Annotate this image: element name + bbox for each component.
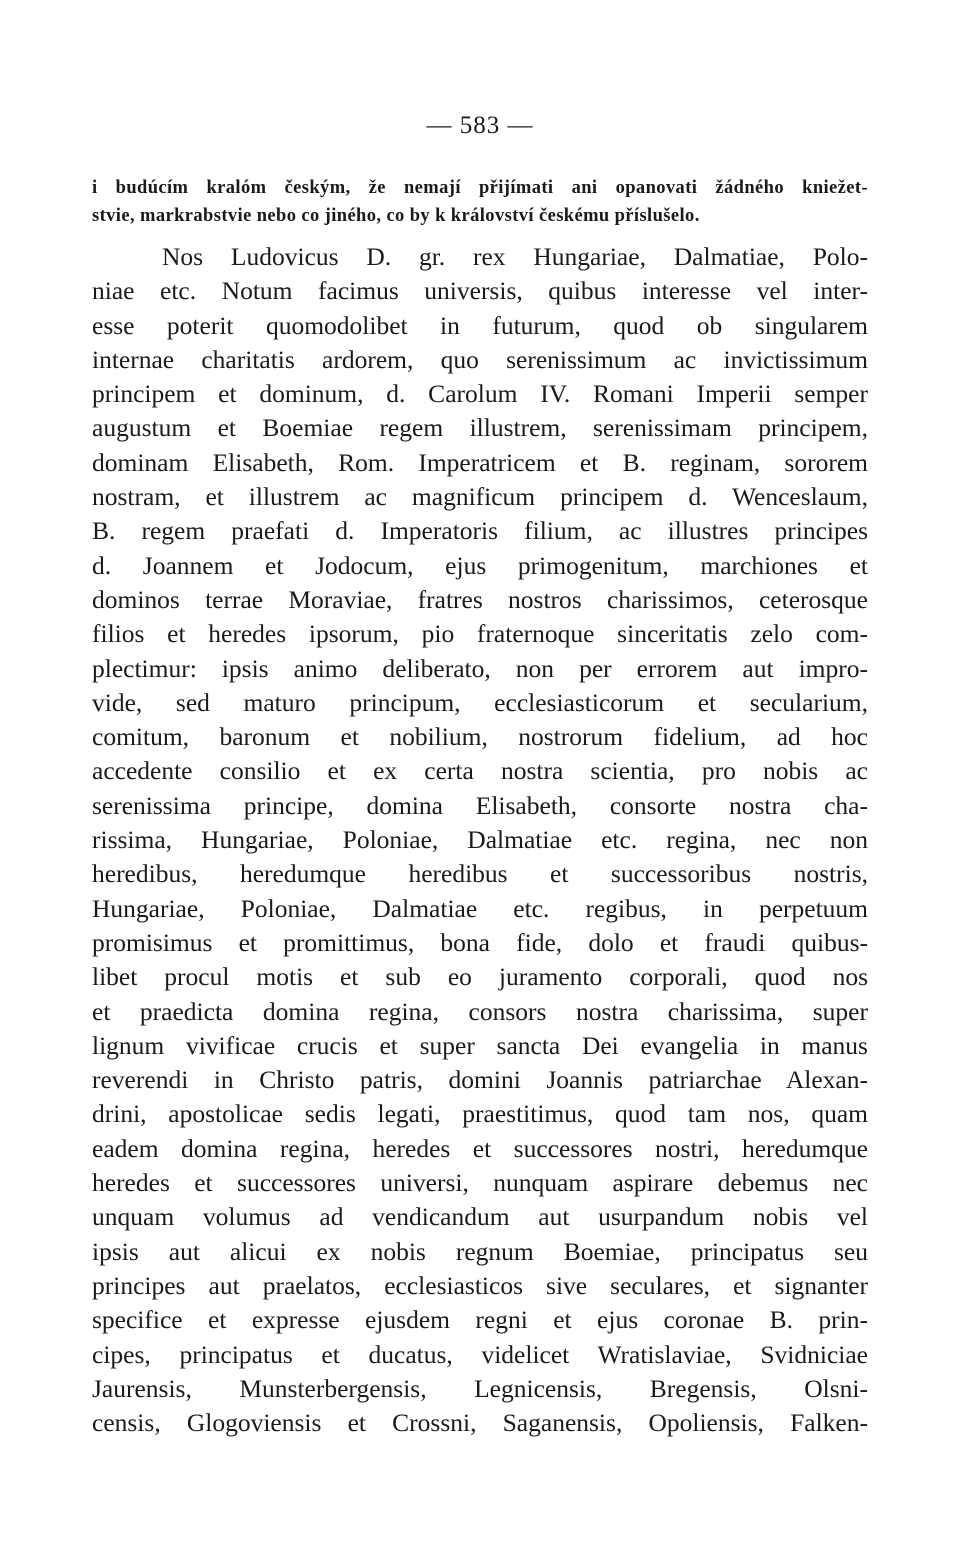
summary-line: i budúcím kralóm českým, že nemají přijímati ani opanovati žádného kniežet-	[92, 178, 868, 198]
text-line: Nos Ludovicus D. gr. rex Hungariae, Dalmatiae, Polo-	[162, 242, 868, 271]
text-line: principem et dominum, d. Carolum IV. Romani Imperii semper	[92, 379, 868, 409]
text-line: eadem domina regina, heredes et successores nostri, heredumque	[92, 1133, 868, 1163]
text-line: d. Joannem et Jodocum, ejus primogenitum, marchiones et	[92, 550, 868, 580]
text-line: libet procul motis et sub eo juramento corporali, quod nos	[92, 962, 868, 992]
text-line: dominos terrae Moraviae, fratres nostros charissimos, ceterosque	[92, 584, 868, 614]
text-line: cipes, principatus et ducatus, videlicet Wratislaviae, Svidniciae	[92, 1339, 868, 1369]
text-line: Jaurensis, Munsterbergensis, Legnicensis, Bregensis, Olsni-	[92, 1373, 868, 1403]
text-line: accedente consilio et ex certa nostra scientia, pro nobis ac	[92, 756, 868, 786]
text-line: filios et heredes ipsorum, pio fraternoque sinceritatis zelo com-	[92, 619, 868, 649]
text-line: ipsis aut alicui ex nobis regnum Boemiae, principatus seu	[92, 1236, 868, 1266]
text-line: specifice et expresse ejusdem regni et ejus coronae B. prin-	[92, 1305, 868, 1335]
text-line: niae etc. Notum facimus universis, quibus interesse vel inter-	[92, 276, 868, 306]
section-summary	[92, 174, 868, 230]
text-line: augustum et Boemiae regem illustrem, serenissimam principem,	[92, 413, 868, 443]
text-line: lignum vivificae crucis et super sancta Dei evangelia in manus	[92, 1030, 868, 1060]
text-line: heredes et successores universi, nunquam aspirare debemus nec	[92, 1168, 868, 1198]
charter-text	[92, 240, 868, 1440]
text-line: heredibus, heredumque heredibus et successoribus nostris,	[92, 859, 868, 889]
page-number: — 583 —	[426, 112, 534, 139]
text-line: promisimus et promittimus, bona fide, dolo et fraudi quibus-	[92, 927, 868, 957]
text-line: unquam volumus ad vendicandum aut usurpandum nobis vel	[92, 1202, 868, 1232]
text-line: plectimur: ipsis animo deliberato, non per errorem aut impro-	[92, 653, 868, 683]
summary-line: stvie, markrabstvie nebo co jiného, co by k království českému příslušelo.	[92, 206, 700, 226]
text-line: Hungariae, Poloniae, Dalmatiae etc. regibus, in perpetuum	[92, 893, 868, 923]
text-line: internae charitatis ardorem, quo serenissimum ac invictissimum	[92, 344, 868, 374]
text-line: B. regem praefati d. Imperatoris filium, ac illustres principes	[92, 516, 868, 546]
text-line: nostram, et illustrem ac magnificum principem d. Wenceslaum,	[92, 482, 868, 512]
text-line: esse poterit quomodolibet in futurum, quod ob singularem	[92, 310, 868, 340]
text-line: censis, Glogoviensis et Crossni, Saganensis, Opoliensis, Falken-	[92, 1408, 868, 1438]
text-line: serenissima principe, domina Elisabeth, consorte nostra cha-	[92, 790, 868, 820]
text-line: et praedicta domina regina, consors nostra charissima, super	[92, 996, 868, 1026]
text-line: reverendi in Christo patris, domini Joannis patriarchae Alexan-	[92, 1065, 868, 1095]
text-line: drini, apostolicae sedis legati, praestitimus, quod tam nos, quam	[92, 1099, 868, 1129]
text-line: rissima, Hungariae, Poloniae, Dalmatiae etc. regina, nec non	[92, 825, 868, 855]
text-line: principes aut praelatos, ecclesiasticos sive seculares, et signanter	[92, 1270, 868, 1300]
text-line: comitum, baronum et nobilium, nostrorum fidelium, ad hoc	[92, 722, 868, 752]
text-line: dominam Elisabeth, Rom. Imperatricem et B. reginam, sororem	[92, 447, 868, 477]
text-line: vide, sed maturo principum, ecclesiasticorum et secularium,	[92, 687, 868, 717]
